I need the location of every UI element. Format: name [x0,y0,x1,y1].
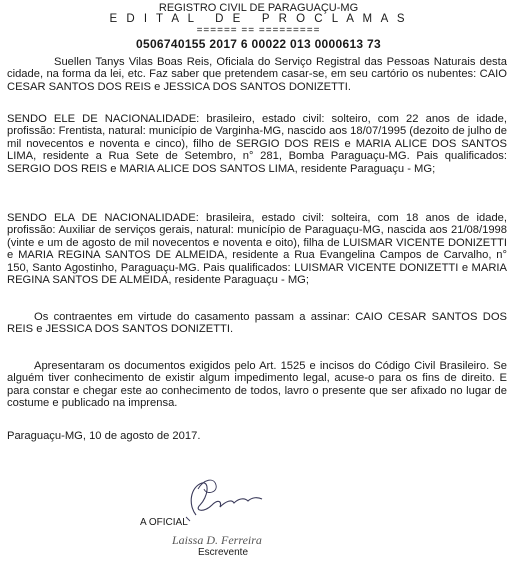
groom-paragraph: SENDO ELE DE NACIONALIDADE: brasileiro, estado civil: solteiro, com 22 anos de idade, profissão: Frentista, natural: município de Varginha-MG, nascido aos 18/07/1995 (dezoito de julho de mil novecentos e noventa e cinco), filho de SERGIO DOS REIS e MARIA ALICE DOS SANTOS LIMA, residente a Rua Sete de Setembro, n° 281, Bomba Paraguaçu-MG. Pais qualificados: SERGIO DOS REIS e MARIA ALICE DOS SANTOS LIMA, residente Paraguaçu - MG; [7,113,507,175]
registry-title: REGISTRO CIVIL DE PARAGUAÇU-MG [158,2,359,14]
edital-title: E D I T A L D E P R O C L A M A S [109,13,408,25]
signature-label: A OFICIAL [140,517,188,528]
signer-role: Escrevente [198,547,249,558]
handwritten-signature [178,475,268,523]
contract-paragraph: Os contraentes em virtude do casamento passam a assinar: CAIO CESAR SANTOS DOS REIS e JESSICA DOS SANTOS DONIZETTI. [7,311,507,336]
intro-paragraph: Suellen Tanys Vilas Boas Reis, Oficiala do Serviço Registral das Pessoas Naturais desta cidade, na forma da lei, etc. Faz saber que pretendem casar-se, em seu cartório os nubentes: CAIO CESAR SANTOS DOS REIS e JESSICA DOS SANTOS DONIZETTI. [7,56,507,93]
registry-code: 0506740155 2017 6 00022 013 0000613 73 [136,37,381,51]
bride-paragraph: SENDO ELA DE NACIONALIDADE: brasileira, estado civil: solteira, com 18 anos de idade, profissão: Auxiliar de serviços gerais, natural: município de Paraguaçu-MG, nascida aos 21/08/1998 (vinte e um de agosto de mil novecentos e noventa e oito), filha de LUISMAR VICENTE DONIZETTI e MARIA REGINA SANTOS DE ALMEIDA, residente a Rua Evangelina Campos de Carvalho, n° 150, Santo Agostinho, Paraguaçu-MG. Pais qualificados: LUISMAR VICENTE DONIZETTI e MARIA REGINA SANTOS DE ALMEIDA, residente Paraguaçu - MG; [7,212,507,287]
documents-paragraph: Apresentaram os documentos exigidos pelo Art. 1525 e incisos do Código Civil Brasileiro. Se alguém tiver conhecimento de existir algum impedimento legal, acuse-o para os fins de direito. E para constar e chegar este ao conhecimento de todos, lavro o presente que ser afixado no lugar de costume e publicado na imprensa. [7,360,507,410]
title-underline: ====== == ========= [196,25,321,36]
date-line: Paraguaçu-MG, 10 de agosto de 2017. [7,430,201,442]
signer-name: Laissa D. Ferreira [172,533,262,547]
